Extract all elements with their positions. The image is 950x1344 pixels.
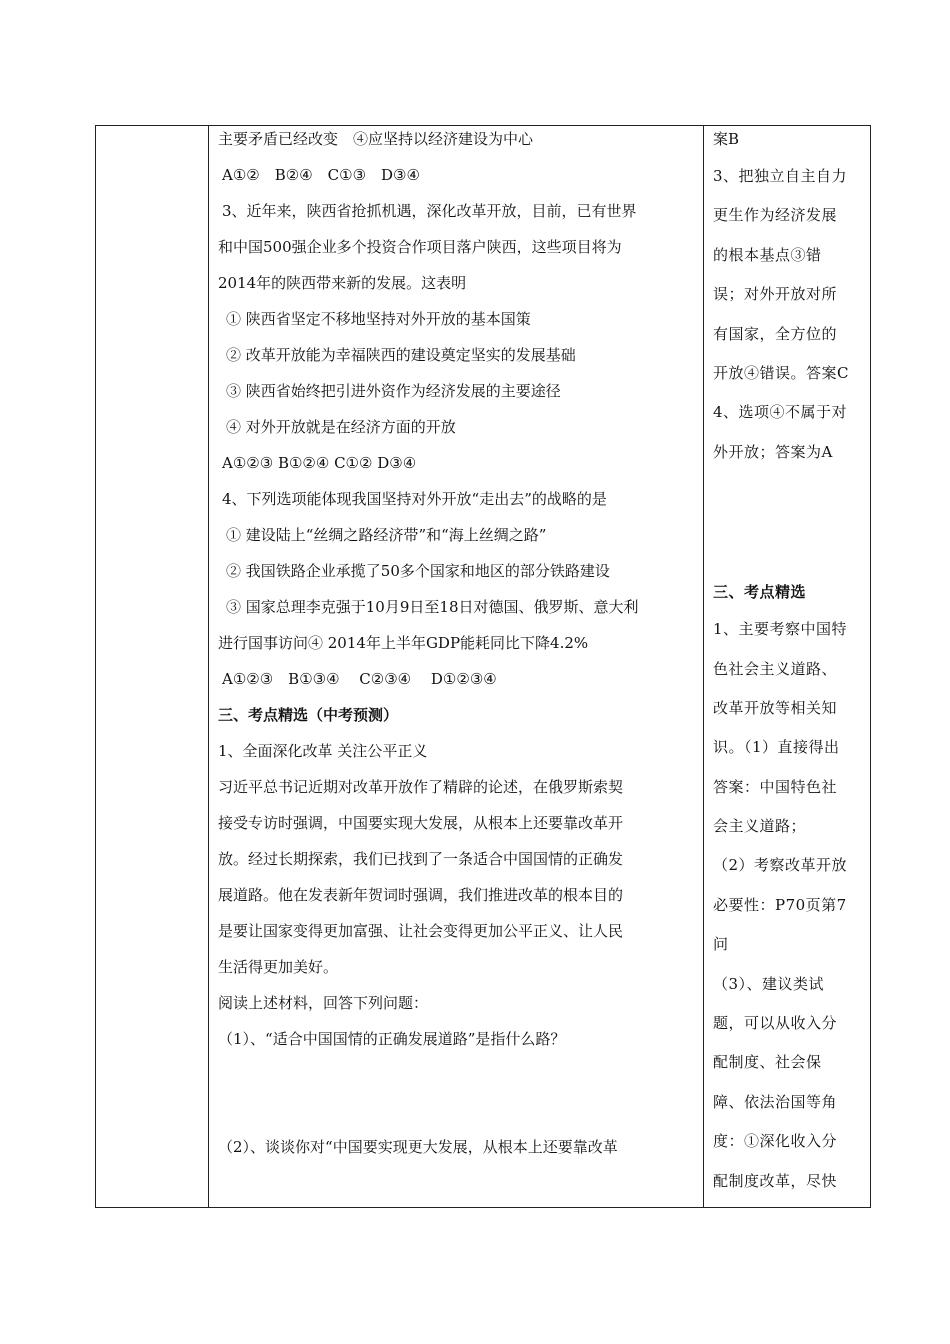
- text-line: 是要让国家变得更加富强、让社会变得更加公平正义、让人民: [218, 922, 624, 940]
- option-line: ③ 陕西省始终把引进外资作为经济发展的主要途径: [226, 382, 561, 400]
- option-line: ② 改革开放能为幸福陕西的建设奠定坚实的发展基础: [226, 346, 576, 364]
- option-line: ③ 国家总理李克强于10月9日至18日对德国、俄罗斯、意大利: [226, 598, 639, 616]
- text-line: 2014年的陕西带来新的发展。这表明: [218, 274, 467, 292]
- note-line: 会主义道路；: [713, 817, 807, 836]
- text-line: 和中国500强企业多个投资合作项目落户陕西，这些项目将为: [218, 238, 622, 256]
- note-line: 有国家，全方位的: [713, 324, 838, 343]
- note-line: 问: [713, 935, 729, 954]
- answer-options: A①②③ B①③④ C②③④ D①②③④: [222, 670, 497, 688]
- note-line: 配制度改革，尽快: [713, 1171, 838, 1190]
- note-line: 案B: [713, 130, 740, 148]
- content-column: [210, 126, 702, 1207]
- note-line: 外开放；答案为A: [713, 442, 833, 461]
- option-line: ① 陕西省坚定不移地坚持对外开放的基本国策: [226, 310, 531, 328]
- note-line: 识。（1）直接得出: [713, 738, 840, 757]
- text-line: 生活得更加美好。: [218, 958, 339, 976]
- column-divider-2: [703, 126, 704, 1207]
- note-line: 3、把独立自主自力: [713, 167, 848, 185]
- question-2: （2）、谈谈你对“中国要实现更大发展，从根本上还要靠改革: [218, 1138, 618, 1156]
- note-line: 4、选项④不属于对: [713, 403, 848, 422]
- note-line: 配制度、社会保: [713, 1053, 822, 1072]
- question-3: 3、近年来，陕西省抢抓机遇，深化改革开放，目前，已有世界: [222, 202, 637, 220]
- note-line: 必要性：P70页第7: [713, 895, 847, 914]
- text-line: 接受专访时强调，中国要实现大发展，从根本上还要靠改革开: [218, 814, 624, 832]
- left-column: [96, 126, 208, 1207]
- note-line: 障、依法治国等角: [713, 1092, 838, 1111]
- text-line: 进行国事访问④ 2014年上半年GDP能耗同比下降4.2%: [218, 634, 589, 652]
- subsection-title: 1、全面深化改革 关注公平正义: [218, 742, 428, 760]
- text-line: 主要矛盾已经改变 ④应坚持以经济建设为中心: [218, 130, 534, 148]
- note-line: （3）、建议类试: [713, 974, 825, 993]
- notes-heading: 三、考点精选: [713, 583, 807, 602]
- option-line: ① 建设陆上“丝绸之路经济带”和“海上丝绸之路”: [226, 526, 547, 544]
- question-4: 4、下列选项能体现我国坚持对外开放“走出去”的战略的是: [222, 490, 607, 508]
- note-line: 题，可以从收入分: [713, 1014, 838, 1033]
- note-line: 的根本基点③错: [713, 245, 822, 264]
- text-line: 放。经过长期探索，我们已找到了一条适合中国国情的正确发: [218, 850, 624, 868]
- note-line: 1、主要考察中国特: [713, 620, 848, 639]
- section-heading: 三、考点精选（中考预测）: [218, 706, 399, 724]
- text-line: 习近平总书记近期对改革开放作了精辟的论述，在俄罗斯索契: [218, 778, 624, 796]
- answer-options: A①②③ B①②④ C①② D③④: [222, 454, 417, 472]
- answer-options: A①② B②④ C①③ D③④: [222, 166, 420, 184]
- column-divider-1: [208, 126, 209, 1207]
- note-line: 答案：中国特色社: [713, 777, 838, 796]
- text-line: 展道路。他在发表新年贺词时强调，我们推进改革的根本目的: [218, 886, 624, 904]
- option-line: ② 我国铁路企业承揽了50多个国家和地区的部分铁路建设: [226, 562, 610, 580]
- text-line: 阅读上述材料，回答下列问题：: [218, 994, 429, 1012]
- lesson-table: [95, 125, 871, 1208]
- note-line: （2）考察改革开放: [713, 856, 848, 875]
- question-1: （1）、“适合中国国情的正确发展道路”是指什么路？: [218, 1030, 566, 1048]
- notes-column: [705, 126, 870, 1207]
- note-line: 色社会主义道路、: [713, 659, 838, 678]
- note-line: 度：①深化收入分: [713, 1132, 838, 1151]
- option-line: ④ 对外开放就是在经济方面的开放: [226, 418, 456, 436]
- note-line: 改革开放等相关知: [713, 698, 838, 717]
- note-line: 开放④错误。答案C: [713, 363, 849, 382]
- note-line: 误；对外开放对所: [713, 285, 838, 304]
- note-line: 更生作为经济发展: [713, 206, 838, 225]
